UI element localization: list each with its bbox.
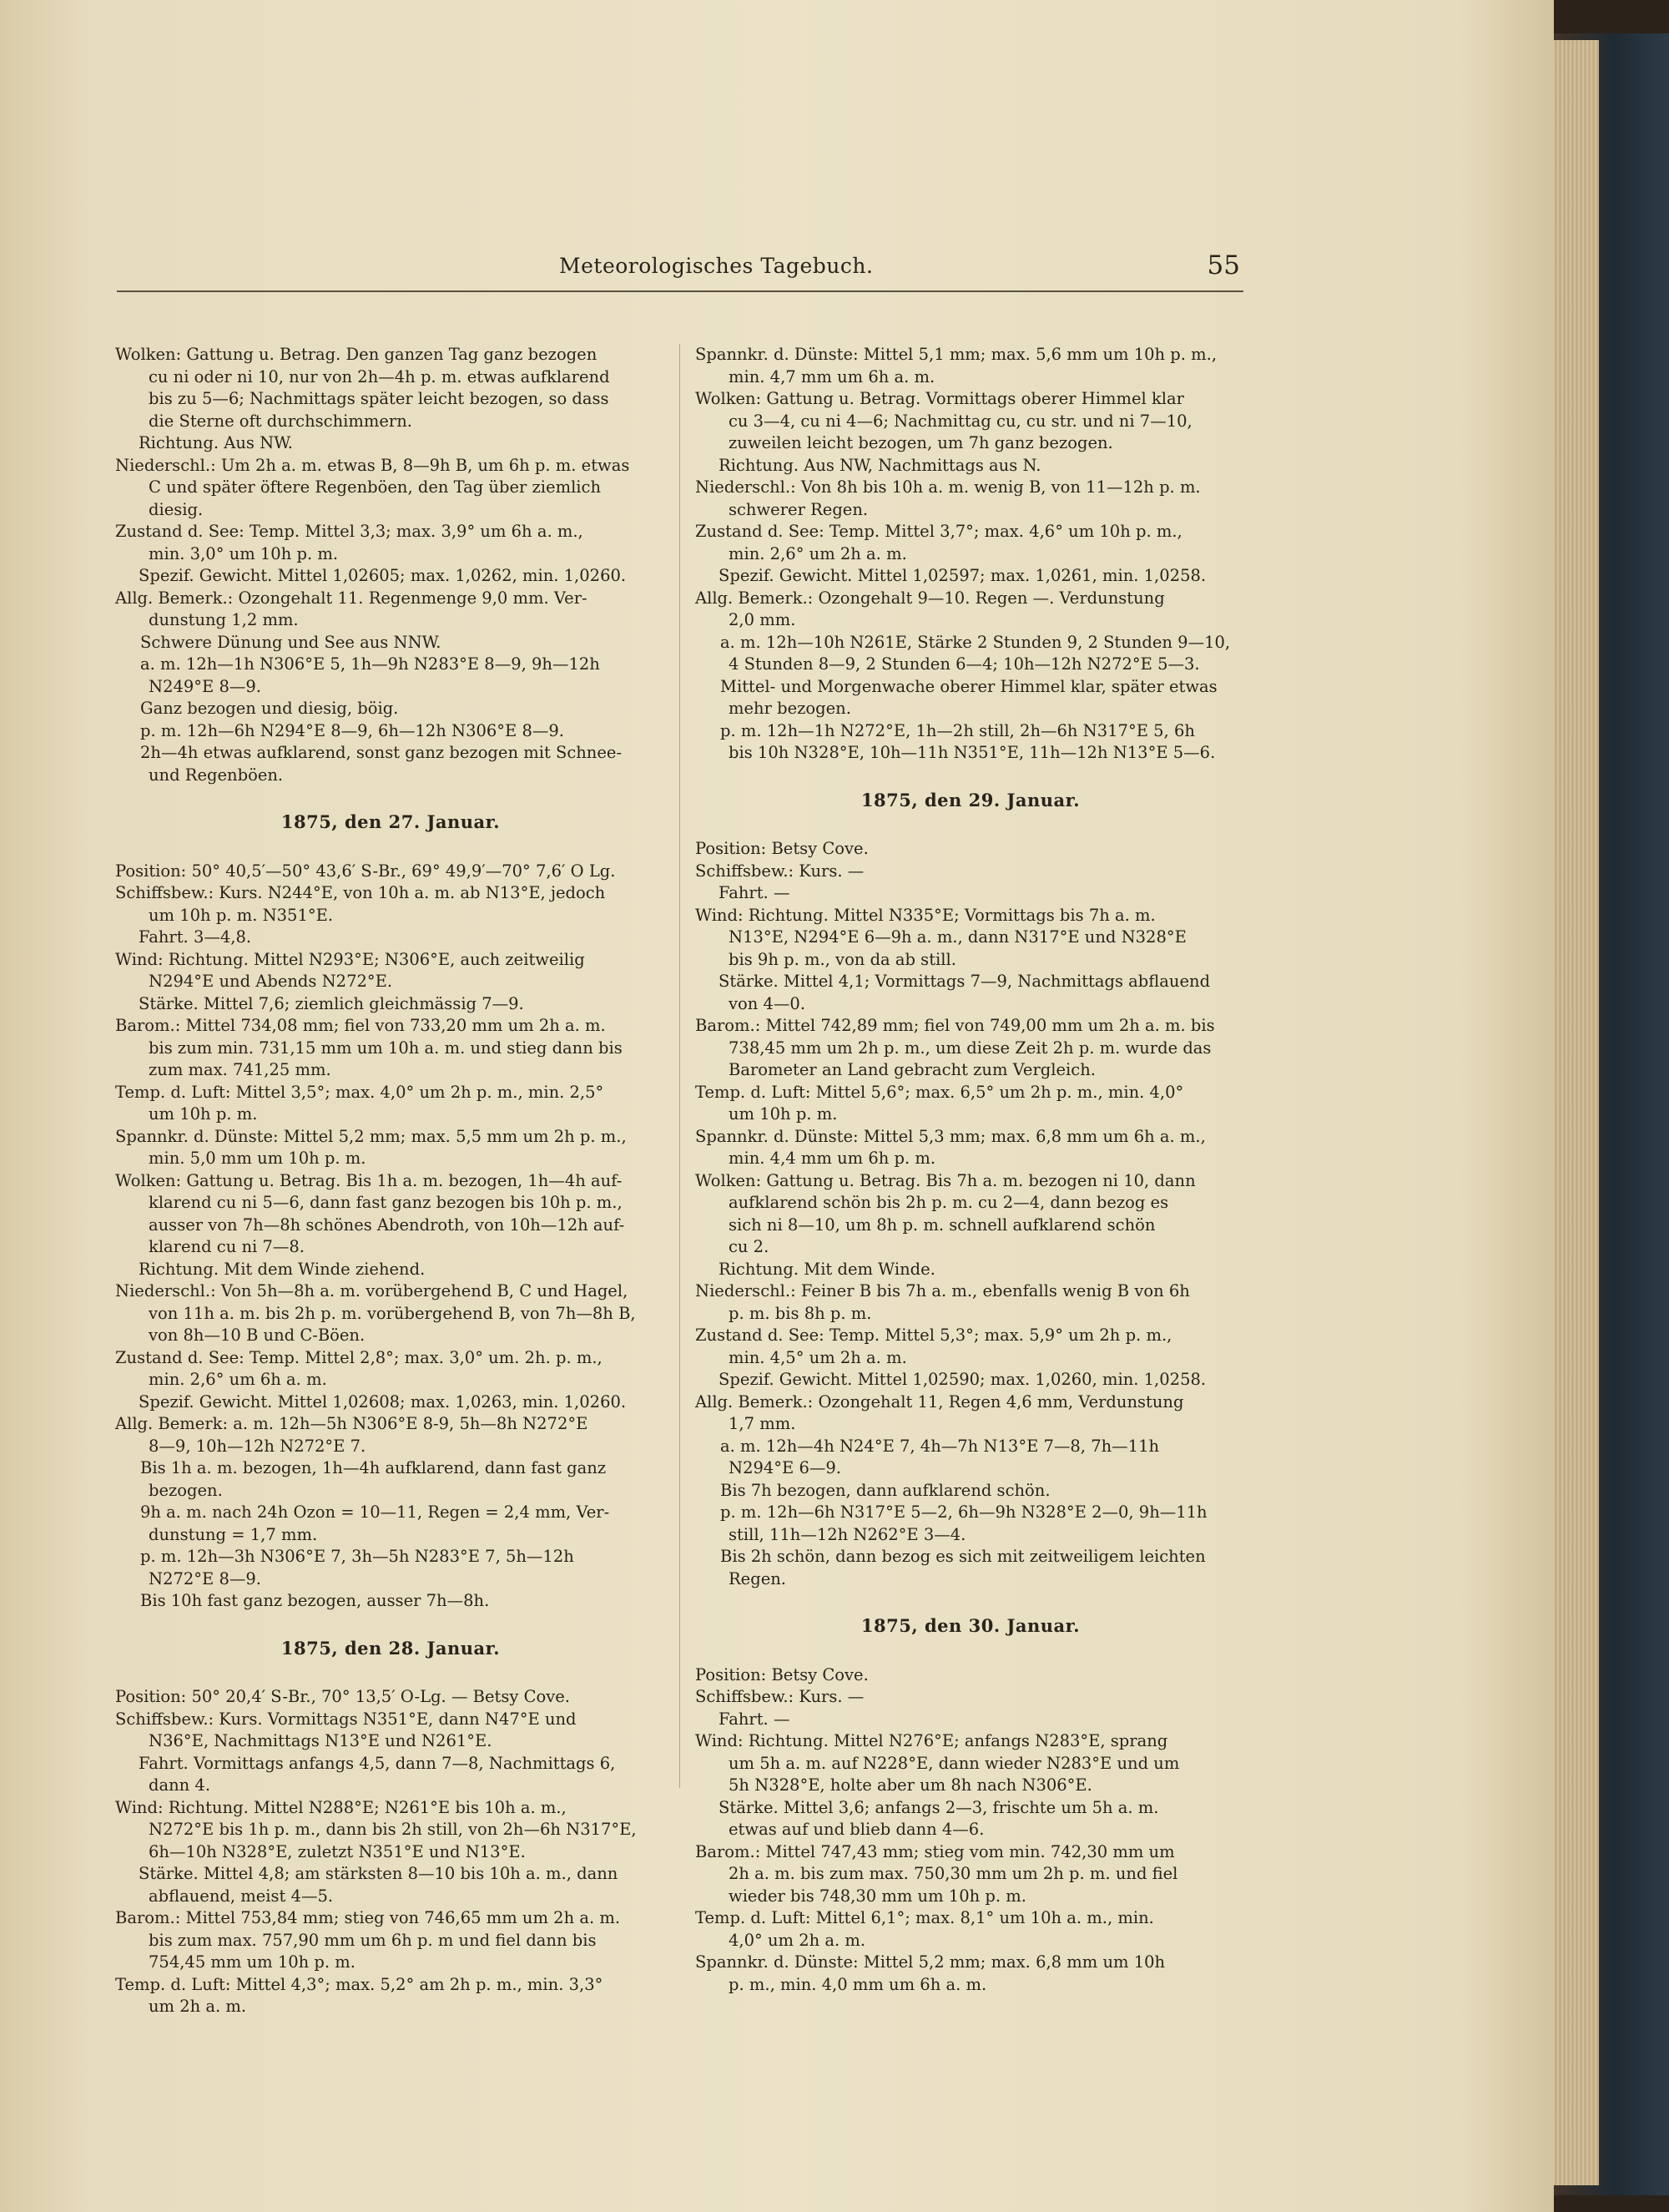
text-line: Bis 7h bezogen, dann aufklarend schön. bbox=[720, 1480, 1051, 1500]
text-line: Allg. Bemerk.: Ozongehalt 11, Regen 4,6 mm, Verdunstung bbox=[695, 1391, 1184, 1412]
text-line: Schiffsbew.: Kurs. — bbox=[695, 861, 865, 881]
text-line: Spannkr. d. Dünste: Mittel 5,2 mm; max. 5,5 mm um 2h p. m., bbox=[115, 1126, 627, 1146]
text-line: aufklarend schön bis 2h p. m. cu 2—4, dann bezog es bbox=[729, 1193, 1169, 1212]
text-line: bis 10h N328°E, 10h—11h N351°E, 11h—12h N13°E 5—6. bbox=[729, 743, 1216, 762]
text-line: 2h—4h etwas aufklarend, sonst ganz bezogen mit Schnee- bbox=[140, 743, 623, 762]
heading-30-januar: 1875, den 30. Januar. bbox=[860, 1615, 1081, 1636]
text-line: 2,0 mm. bbox=[729, 610, 796, 629]
text-line: abflauend, meist 4—5. bbox=[149, 1886, 334, 1906]
text-line: N272°E bis 1h p. m., dann bis 2h still, von 2h—6h N317°E, bbox=[149, 1820, 637, 1839]
text-line: wieder bis 748,30 mm um 10h p. m. bbox=[729, 1886, 1026, 1906]
text-line: 9h a. m. nach 24h Ozon = 10—11, Regen = 2,4 mm, Ver- bbox=[140, 1502, 610, 1522]
text-line: Fahrt. — bbox=[719, 883, 790, 902]
text-line: dunstung 1,2 mm. bbox=[149, 610, 299, 629]
text-line: klarend cu ni 7—8. bbox=[149, 1237, 305, 1256]
text-line: Position: Betsy Cove. bbox=[695, 1664, 869, 1684]
text-line: um 5h a. m. auf N228°E, dann wieder N283°E und um bbox=[729, 1753, 1180, 1773]
text-line: ausser von 7h—8h schönes Abendroth, von 10h—12h auf- bbox=[149, 1215, 625, 1235]
text-line: Wolken: Gattung u. Betrag. Vormittags oberer Himmel klar bbox=[695, 389, 1184, 408]
text-line: Richtung. Mit dem Winde ziehend. bbox=[139, 1259, 426, 1279]
text-line: Wind: Richtung. Mittel N288°E; N261°E bis 10h a. m., bbox=[115, 1797, 567, 1817]
text-line: bis zu 5—6; Nachmittags später leicht bezogen, so dass bbox=[149, 389, 609, 408]
text-line: Wind: Richtung. Mittel N293°E; N306°E, auch zeitweilig bbox=[115, 949, 585, 969]
text-line: Barom.: Mittel 742,89 mm; fiel von 749,00 mm um 2h a. m. bis bbox=[695, 1016, 1215, 1035]
heading-27-januar: 1875, den 27. Januar. bbox=[280, 811, 501, 832]
text-line: Wolken: Gattung u. Betrag. Den ganzen Tag ganz bezogen bbox=[115, 345, 598, 364]
text-line: schwerer Regen. bbox=[729, 499, 869, 519]
text-line: Zustand d. See: Temp. Mittel 3,3; max. 3,9° um 6h a. m., bbox=[115, 522, 583, 541]
running-title: Meteorologisches Tagebuch. bbox=[559, 254, 874, 278]
text-line: N294°E und Abends N272°E. bbox=[149, 972, 393, 991]
text-line: 1,7 mm. bbox=[729, 1414, 796, 1433]
text-line: Spezif. Gewicht. Mittel 1,02605; max. 1,0262, min. 1,0260. bbox=[139, 566, 627, 585]
text-line: N13°E, N294°E 6—9h a. m., dann N317°E und N328°E bbox=[729, 927, 1187, 947]
text-line: von 8h—10 B und C-Böen. bbox=[149, 1326, 366, 1345]
text-line: Richtung. Mit dem Winde. bbox=[719, 1259, 935, 1279]
text-line: Zustand d. See: Temp. Mittel 5,3°; max. 5,9° um 2h p. m., bbox=[695, 1326, 1172, 1345]
text-line: C und später öftere Regenböen, den Tag über ziemlich bbox=[149, 477, 602, 497]
text-line: 738,45 mm um 2h p. m., um diese Zeit 2h p. m. wurde das bbox=[729, 1038, 1212, 1058]
text-line: 8—9, 10h—12h N272°E 7. bbox=[149, 1436, 366, 1456]
text-line: Allg. Bemerk.: Ozongehalt 11. Regenmenge 9,0 mm. Ver- bbox=[115, 588, 587, 608]
text-line: N249°E 8—9. bbox=[149, 676, 261, 696]
text-line: Stärke. Mittel 7,6; ziemlich gleichmässig 7—9. bbox=[139, 993, 524, 1013]
text-line: um 10h p. m. N351°E. bbox=[149, 905, 334, 925]
entry-30-januar bbox=[695, 1664, 1246, 1997]
text-line: dunstung = 1,7 mm. bbox=[149, 1524, 318, 1544]
text-line: Stärke. Mittel 3,6; anfangs 2—3, frischte um 5h a. m. bbox=[719, 1797, 1159, 1817]
text-line: Niederschl.: Feiner B bis 7h a. m., ebenfalls wenig B von 6h bbox=[695, 1281, 1190, 1300]
text-line: Schwere Dünung und See aus NNW. bbox=[140, 632, 441, 652]
text-line: Zustand d. See: Temp. Mittel 3,7°; max. 4,6° um 10h p. m., bbox=[695, 522, 1182, 541]
text-line: bis zum max. 757,90 mm um 6h p. m und fiel dann bis bbox=[149, 1930, 597, 1950]
heading-28-januar: 1875, den 28. Januar. bbox=[280, 1637, 501, 1659]
text-line: Ganz bezogen und diesig, böig. bbox=[140, 699, 399, 718]
text-line: mehr bezogen. bbox=[729, 699, 851, 718]
text-line: Wind: Richtung. Mittel N276°E; anfangs N283°E, sprang bbox=[695, 1731, 1168, 1750]
text-line: Position: Betsy Cove. bbox=[695, 839, 869, 858]
text-line: p. m. bis 8h p. m. bbox=[729, 1303, 872, 1323]
text-line: Spezif. Gewicht. Mittel 1,02597; max. 1,0261, min. 1,0258. bbox=[719, 566, 1207, 585]
text-line: bis zum min. 731,15 mm um 10h a. m. und stieg dann bis bbox=[149, 1038, 623, 1058]
text-line: cu ni oder ni 10, nur von 2h—4h p. m. etwas aufklarend bbox=[149, 366, 610, 386]
text-line: p. m. 12h—1h N272°E, 1h—2h still, 2h—6h N317°E 5, 6h bbox=[720, 720, 1195, 740]
text-line: Barom.: Mittel 753,84 mm; stieg von 746,65 mm um 2h a. m. bbox=[115, 1908, 621, 1927]
text-line: 4 Stunden 8—9, 2 Stunden 6—4; 10h—12h N272°E 5—3. bbox=[729, 654, 1200, 674]
column-divider bbox=[679, 344, 680, 1788]
text-line: bezogen. bbox=[149, 1480, 223, 1500]
text-line: Regen. bbox=[729, 1568, 787, 1588]
text-line: min. 2,6° um 6h a. m. bbox=[149, 1370, 327, 1389]
text-line: Spannkr. d. Dünste: Mittel 5,1 mm; max. 5,6 mm um 10h p. m., bbox=[695, 345, 1218, 364]
text-line: zum max. 741,25 mm. bbox=[149, 1060, 331, 1079]
text-line: 6h—10h N328°E, zuletzt N351°E und N13°E. bbox=[149, 1841, 526, 1861]
left-column bbox=[115, 344, 666, 2018]
text-line: Barometer an Land gebracht zum Vergleich. bbox=[729, 1060, 1096, 1079]
text-line: von 4—0. bbox=[729, 993, 806, 1013]
text-line: Bis 10h fast ganz bezogen, ausser 7h—8h. bbox=[140, 1591, 490, 1610]
text-line: Temp. d. Luft: Mittel 3,5°; max. 4,0° um 2h p. m., min. 2,5° bbox=[115, 1082, 604, 1102]
text-line: sich ni 8—10, um 8h p. m. schnell aufklarend schön bbox=[729, 1215, 1156, 1235]
text-line: Mittel- und Morgenwache oberer Himmel klar, später etwas bbox=[720, 676, 1218, 696]
entry-29-januar bbox=[695, 838, 1246, 1590]
text-line: Temp. d. Luft: Mittel 6,1°; max. 8,1° um 10h a. m., min. bbox=[695, 1908, 1154, 1927]
entry-27-januar bbox=[115, 861, 666, 1613]
text-line: min. 4,7 mm um 6h a. m. bbox=[729, 366, 935, 386]
page-edges bbox=[1548, 40, 1599, 2185]
text-line: still, 11h—12h N262°E 3—4. bbox=[729, 1524, 966, 1544]
text-line: Schiffsbew.: Kurs. — bbox=[695, 1687, 865, 1706]
text-line: Richtung. Aus NW. bbox=[139, 433, 293, 452]
text-line: Spezif. Gewicht. Mittel 1,02608; max. 1,0263, min. 1,0260. bbox=[139, 1391, 627, 1412]
text-line: Fahrt. 3—4,8. bbox=[139, 927, 252, 947]
text-line: Spannkr. d. Dünste: Mittel 5,2 mm; max. 6,8 mm um 10h bbox=[695, 1952, 1166, 1972]
text-line: 4,0° um 2h a. m. bbox=[729, 1930, 866, 1950]
text-line: diesig. bbox=[149, 499, 204, 519]
text-line: min. 3,0° um 10h p. m. bbox=[149, 543, 339, 563]
text-line: Schiffsbew.: Kurs. Vormittags N351°E, dann N47°E und bbox=[115, 1709, 577, 1729]
entry-26-continued bbox=[115, 344, 666, 786]
page-number: 55 bbox=[1207, 250, 1240, 280]
text-line: p. m. 12h—6h N317°E 5—2, 6h—9h N328°E 2—0, 9h—11h bbox=[720, 1502, 1208, 1522]
text-line: a. m. 12h—10h N261E, Stärke 2 Stunden 9, 2 Stunden 9—10, bbox=[720, 632, 1231, 652]
text-line: zuweilen leicht bezogen, um 7h ganz bezogen. bbox=[729, 433, 1113, 452]
text-line: Barom.: Mittel 747,43 mm; stieg vom min. 742,30 mm um bbox=[695, 1841, 1175, 1861]
text-line: Position: 50° 40,5′—50° 43,6′ S-Br., 69° 49,9′—70° 7,6′ O Lg. bbox=[115, 861, 616, 881]
text-line: Fahrt. — bbox=[719, 1709, 790, 1729]
text-line: etwas auf und blieb dann 4—6. bbox=[729, 1820, 985, 1839]
text-line: und Regenböen. bbox=[149, 765, 284, 785]
text-line: dann 4. bbox=[149, 1775, 211, 1795]
text-line: N272°E 8—9. bbox=[149, 1568, 261, 1588]
text-line: Spezif. Gewicht. Mittel 1,02590; max. 1,0260, min. 1,0258. bbox=[719, 1370, 1207, 1389]
text-line: N36°E, Nachmittags N13°E und N261°E. bbox=[149, 1731, 492, 1750]
text-line: cu 2. bbox=[729, 1237, 769, 1256]
text-line: p. m., min. 4,0 mm um 6h a. m. bbox=[729, 1974, 987, 1994]
text-line: Wolken: Gattung u. Betrag. Bis 1h a. m. bezogen, 1h—4h auf- bbox=[115, 1170, 623, 1190]
text-line: Niederschl.: Von 8h bis 10h a. m. wenig B, von 11—12h p. m. bbox=[695, 477, 1201, 497]
entry-28-januar bbox=[115, 1686, 666, 2018]
text-line: Spannkr. d. Dünste: Mittel 5,3 mm; max. 6,8 mm um 6h a. m., bbox=[695, 1126, 1206, 1146]
text-line: Fahrt. Vormittags anfangs 4,5, dann 7—8, Nachmittags 6, bbox=[139, 1753, 616, 1773]
text-line: um 2h a. m. bbox=[149, 1997, 247, 2016]
text-line: Richtung. Aus NW, Nachmittags aus N. bbox=[719, 455, 1041, 475]
text-line: um 10h p. m. bbox=[149, 1104, 258, 1124]
text-line: bis 9h p. m., von da ab still. bbox=[729, 949, 956, 969]
text-line: a. m. 12h—4h N24°E 7, 4h—7h N13°E 7—8, 7h—11h bbox=[720, 1436, 1160, 1456]
text-line: Schiffsbew.: Kurs. N244°E, von 10h a. m. ab N13°E, jedoch bbox=[115, 883, 606, 902]
text-line: Position: 50° 20,4′ S-Br., 70° 13,5′ O-Lg. — Betsy Cove. bbox=[115, 1687, 570, 1706]
text-line: um 10h p. m. bbox=[729, 1104, 838, 1124]
text-line: die Sterne oft durchschimmern. bbox=[149, 411, 412, 431]
text-line: Wind: Richtung. Mittel N335°E; Vormittags bis 7h a. m. bbox=[695, 905, 1156, 925]
text-line: min. 4,5° um 2h a. m. bbox=[729, 1347, 907, 1367]
text-line: p. m. 12h—6h N294°E 8—9, 6h—12h N306°E 8—9. bbox=[140, 720, 564, 740]
text-line: Niederschl.: Von 5h—8h a. m. vorübergehend B, C und Hagel, bbox=[115, 1281, 628, 1300]
page-header bbox=[117, 250, 1243, 292]
heading-29-januar: 1875, den 29. Januar. bbox=[860, 789, 1081, 811]
text-line: klarend cu ni 5—6, dann fast ganz bezogen bis 10h p. m., bbox=[149, 1193, 623, 1212]
text-line: min. 5,0 mm um 10h p. m. bbox=[149, 1149, 366, 1168]
text-line: min. 4,4 mm um 6h p. m. bbox=[729, 1149, 936, 1168]
text-line: 754,45 mm um 10h p. m. bbox=[149, 1952, 355, 1972]
text-line: Wolken: Gattung u. Betrag. Bis 7h a. m. bezogen ni 10, dann bbox=[695, 1170, 1196, 1190]
right-column bbox=[695, 344, 1246, 1996]
text-line: 5h N328°E, holte aber um 8h nach N306°E. bbox=[729, 1775, 1092, 1795]
text-line: min. 2,6° um 2h a. m. bbox=[729, 543, 907, 563]
text-line: Bis 1h a. m. bezogen, 1h—4h aufklarend, dann fast ganz bbox=[140, 1458, 607, 1477]
text-line: Temp. d. Luft: Mittel 4,3°; max. 5,2° am 2h p. m., min. 3,3° bbox=[115, 1974, 603, 1994]
text-line: Stärke. Mittel 4,1; Vormittags 7—9, Nachmittags abflauend bbox=[719, 972, 1211, 991]
text-line: Temp. d. Luft: Mittel 5,6°; max. 6,5° um 2h p. m., min. 4,0° bbox=[695, 1082, 1184, 1102]
text-line: p. m. 12h—3h N306°E 7, 3h—5h N283°E 7, 5h—12h bbox=[140, 1547, 574, 1566]
text-line: 2h a. m. bis zum max. 750,30 mm um 2h p. m. und fiel bbox=[729, 1864, 1178, 1883]
text-line: Niederschl.: Um 2h a. m. etwas B, 8—9h B, um 6h p. m. etwas bbox=[115, 455, 630, 475]
text-line: Stärke. Mittel 4,8; am stärksten 8—10 bis 10h a. m., dann bbox=[139, 1864, 618, 1883]
text-line: Allg. Bemerk: a. m. 12h—5h N306°E 8-9, 5h—8h N272°E bbox=[115, 1414, 588, 1433]
text-line: von 11h a. m. bis 2h p. m. vorübergehend B, von 7h—8h B, bbox=[149, 1303, 636, 1323]
text-line: Barom.: Mittel 734,08 mm; fiel von 733,20 mm um 2h a. m. bbox=[115, 1016, 606, 1035]
text-line: N294°E 6—9. bbox=[729, 1458, 841, 1477]
text-line: Zustand d. See: Temp. Mittel 2,8°; max. 3,0° um. 2h. p. m., bbox=[115, 1347, 603, 1367]
text-line: Bis 2h schön, dann bezog es sich mit zeitweiligem leichten bbox=[720, 1547, 1206, 1566]
text-line: a. m. 12h—1h N306°E 5, 1h—9h N283°E 8—9, 9h—12h bbox=[140, 654, 600, 674]
entry-28-continued bbox=[695, 344, 1246, 765]
text-line: cu 3—4, cu ni 4—6; Nachmittag cu, cu str. und ni 7—10, bbox=[729, 411, 1193, 431]
text-line: Allg. Bemerk.: Ozongehalt 9—10. Regen —. Verdunstung bbox=[695, 588, 1165, 608]
